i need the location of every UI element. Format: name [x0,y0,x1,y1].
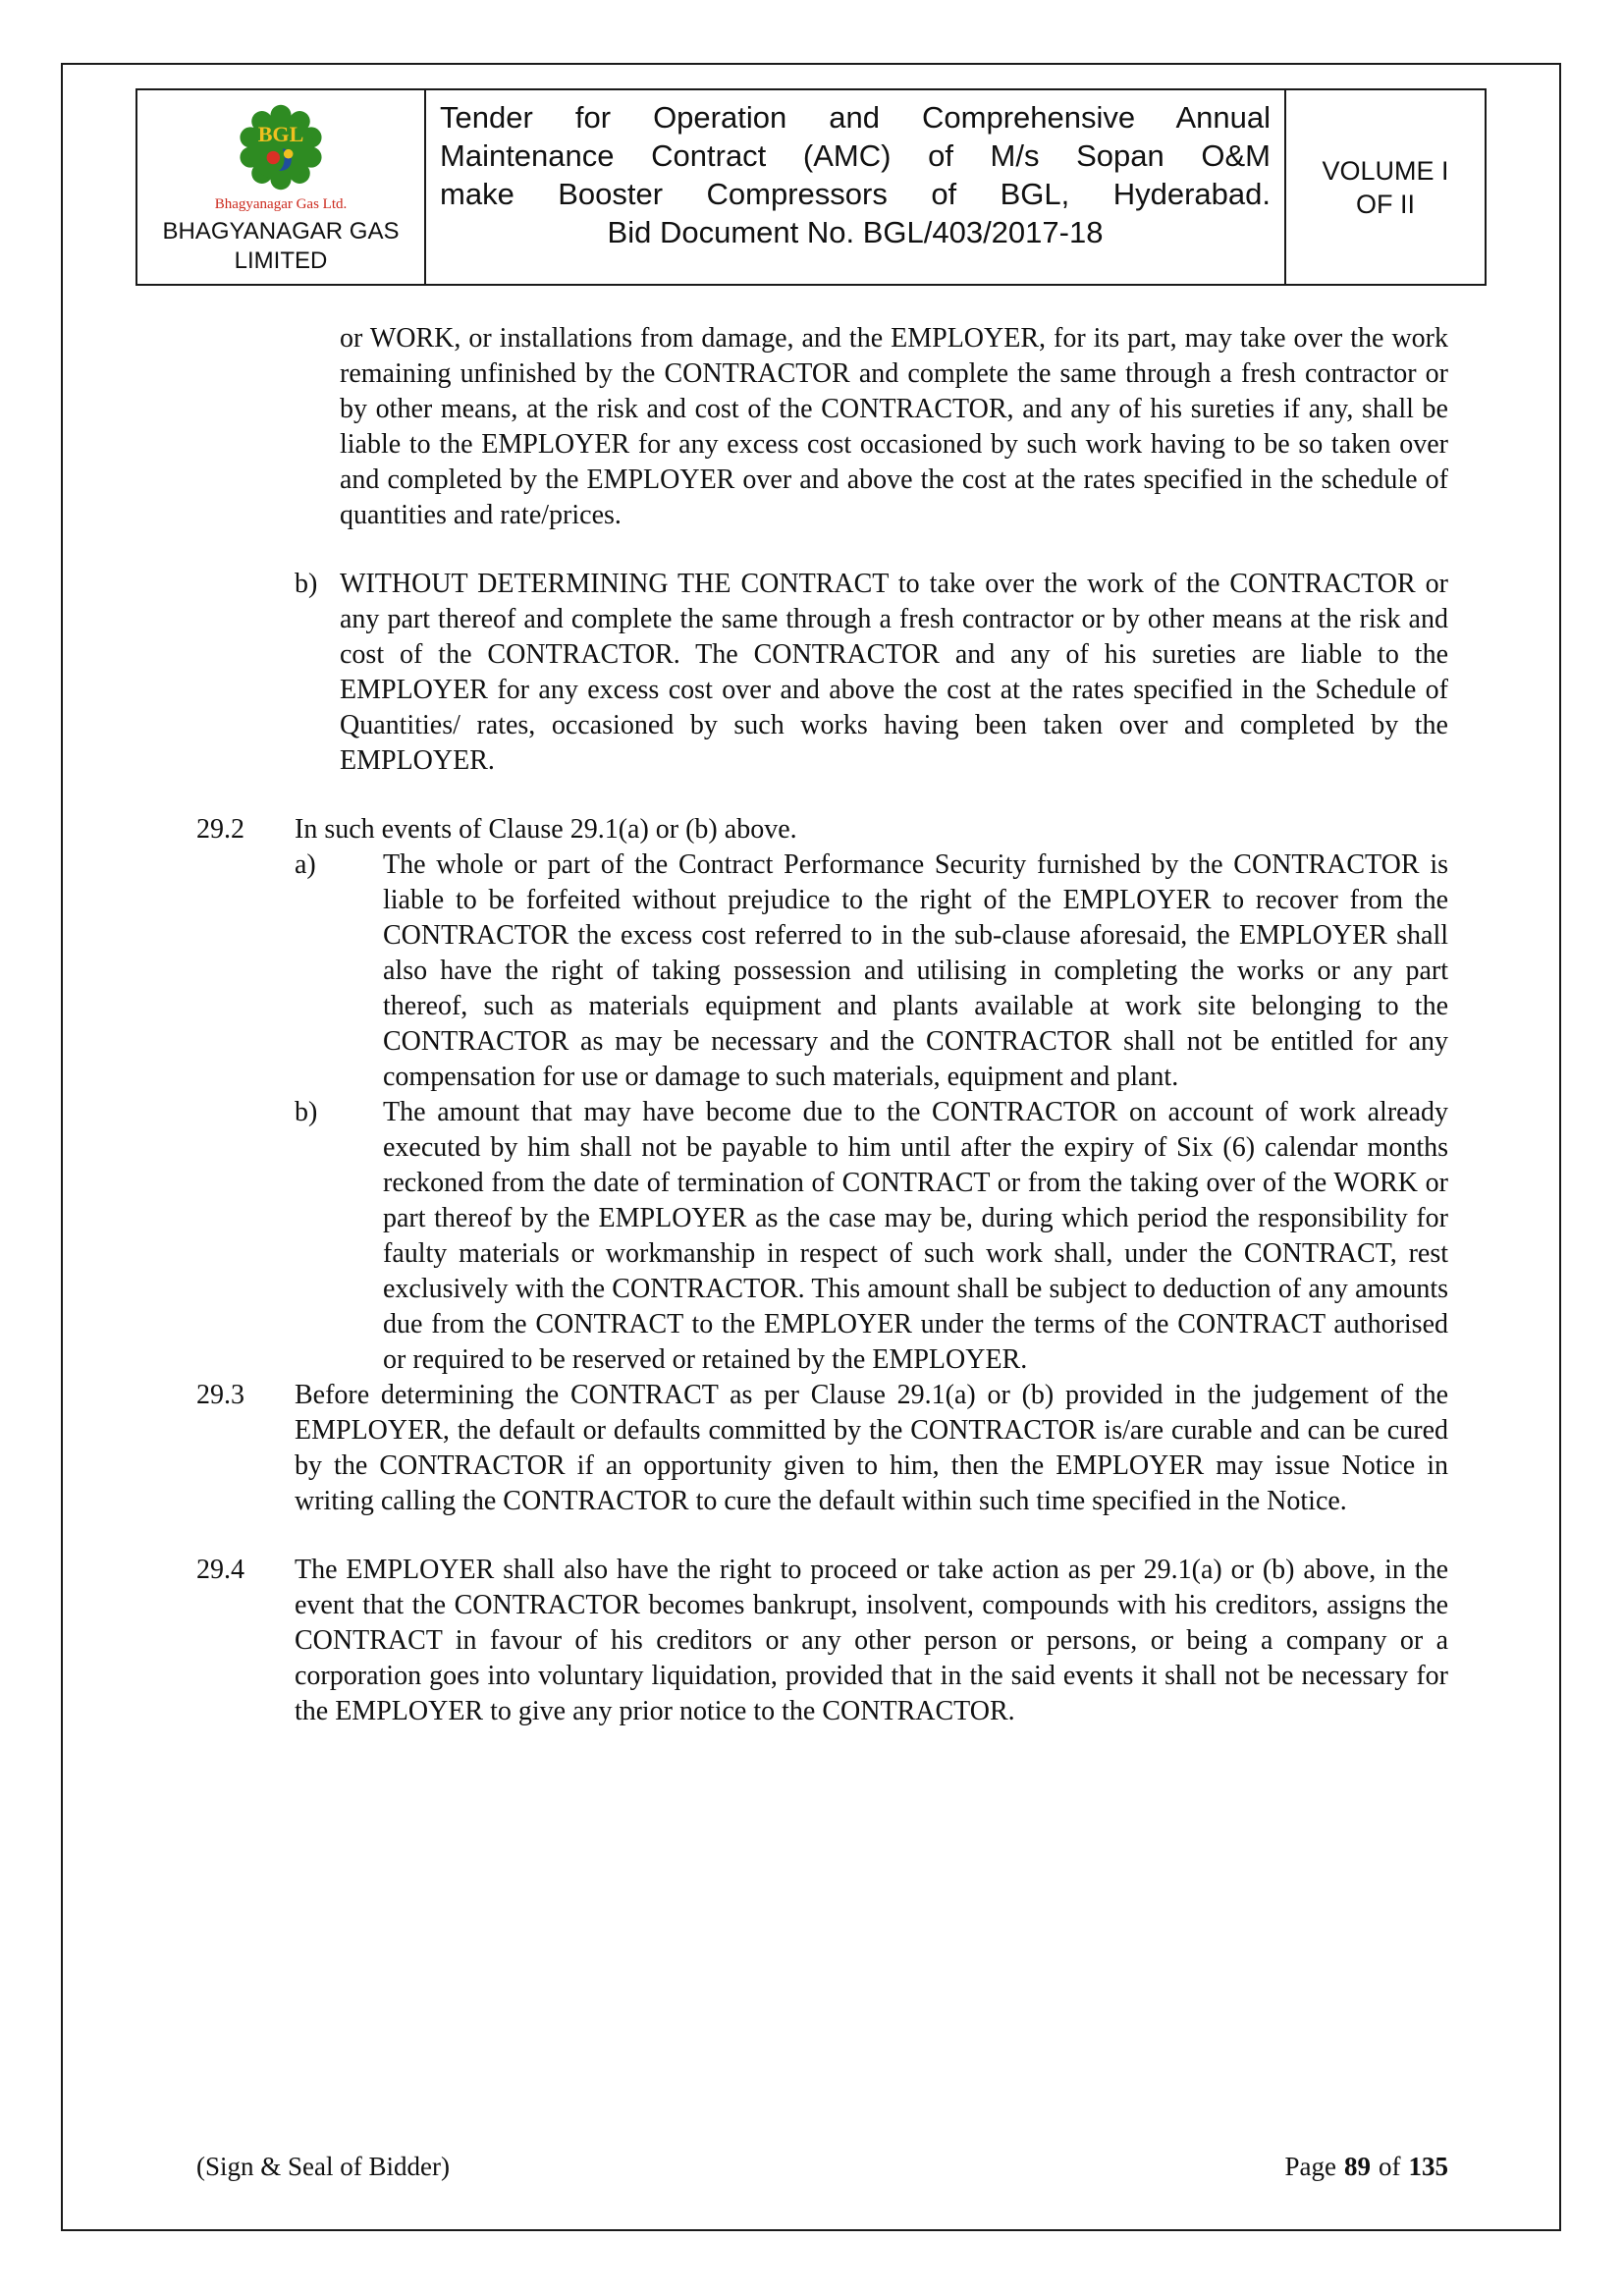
company-name [163,217,400,276]
document-header [135,88,1487,286]
page-number: 89 [1344,2152,1371,2181]
tender-title-line-2: Maintenance Contract (AMC) of M/s Sopan O&M [440,138,1271,173]
page-indicator [1285,2152,1448,2182]
tender-title-cell [426,90,1286,284]
logo-acronym-text: BGL [257,122,304,147]
clause-number: 29.3 [196,1380,244,1410]
logo-gold-dot [284,149,294,159]
paragraph-text: WITHOUT DETERMINING THE CONTRACT to take over the work of the CONTRACTOR or any part thereof and complete the same through a fresh contractor or by other means at the risk and cost of the CONTRACTOR. The CONTRACTOR and any of his sureties are liable to the EMPLOYER for any excess cost over and above the cost at the rates specified in the Schedule of Quantities/ rates, occasioned by such works having been taken over and completed by the EMPLOYER. [340,569,1448,776]
page-word: Page [1284,2152,1336,2181]
volume-cell [1286,90,1485,284]
logo-cell [137,90,426,284]
clause-29-2-a [196,847,1448,1095]
volume-line-1: VOLUME I [1322,155,1449,186]
logo-petals [240,105,321,190]
subclause-label: b) [295,1097,318,1127]
total-pages: 135 [1408,2152,1448,2181]
bid-document-number: Bid Document No. BGL/403/2017-18 [607,215,1104,249]
clause-number: 29.4 [196,1555,244,1585]
subclause-label: b) [295,569,318,599]
logo-caption: Bhagyanagar Gas Ltd. [214,196,348,212]
clause-29-2 [196,812,1448,847]
paragraph-text: The whole or part of the Contract Performance Security furnished by the CONTRACTOR is liable to be forfeited without prejudice to the right of the EMPLOYER to recover from the CONTRACTOR the excess cost referred to in the sub-clause aforesaid, the EMPLOYER shall also have the right of taking possession and utilising in completing the works or any part thereof, such as materials equipment and plants available at work site belonging to the CONTRACTOR as may be necessary and the CONTRACTOR shall not be entitled for any compensation for use or damage to such materials, equipment and plant. [383,849,1448,1092]
of-word: of [1379,2152,1401,2181]
volume-line-2: OF II [1356,189,1415,219]
paragraph-text: The EMPLOYER shall also have the right to proceed or take action as per 29.1(a) or (b) above, in the event that the CONTRACTOR becomes bankrupt, insolvent, compounds with his creditors, assigns the CONTRACT in favour of his creditors or any other person or persons, or being a company or a corporation goes into voluntary liquidation, provided that in the said events it shall not be necessary for the EMPLOYER to give any prior notice to the CONTRACTOR. [295,1555,1448,1726]
paragraph-text: In such events of Clause 29.1(a) or (b) above. [295,814,797,845]
page-border [61,63,1561,2231]
subclause-label: a) [295,849,316,880]
logo-red-dot [267,151,280,164]
clause-29-3 [196,1378,1448,1519]
page-footer [196,2152,1448,2182]
clause-29-2-b [196,1095,1448,1378]
clause-number: 29.2 [196,814,244,845]
clause-29-4 [196,1553,1448,1729]
tender-title-line-1: Tender for Operation and Comprehensive Annual [440,100,1271,135]
tender-title-line-3: make Booster Compressors of BGL, Hyderabad. [440,177,1271,211]
paragraph-text: Before determining the CONTRACT as per Clause 29.1(a) or (b) provided in the judgement of the EMPLOYER, the default or defaults committed by the CONTRACTOR is/are curable and can be cured by the CONTRACTOR if an opportunity given to him, then the EMPLOYER may issue Notice in writing calling the CONTRACTOR to cure the default within such time specified in the Notice. [295,1380,1448,1516]
document-body [196,321,1448,1729]
company-name-line1: BHAGYANAGAR GAS [162,218,400,245]
company-name-line2: LIMITED [234,247,328,274]
paragraph-text: The amount that may have become due to the CONTRACTOR on account of work already executed by him shall not be payable to him until after the expiry of Six (6) calendar months reckoned from the date of termination of CONTRACT or from the taking over of the WORK or part thereof by the EMPLOYER as the case may be, during which period the responsibility for faulty materials or workmanship in respect of such work shall, under the CONTRACT, rest exclusively with the CONTRACTOR. This amount shall be subject to deduction of any amounts due from the CONTRACT to the EMPLOYER under the terms of the CONTRACT authorised or required to be reserved or retained by the EMPLOYER. [383,1097,1448,1375]
bgl-logo-icon [234,100,328,194]
clause-29-1-a-continuation [196,321,1448,533]
sign-seal-label: (Sign & Seal of Bidder) [196,2152,450,2181]
clause-29-1-b [196,567,1448,779]
paragraph-text: or WORK, or installations from damage, and the EMPLOYER, for its part, may take over the work remaining unfinished by the CONTRACTOR and complete the same through a fresh contractor or by other means, at the risk and cost of the CONTRACTOR, and any of his sureties if any, shall be liable to the EMPLOYER for any excess cost occasioned by such work having to be so taken over and completed by the EMPLOYER over and above the cost at the rates specified in the schedule of quantities and rate/prices. [340,323,1448,530]
